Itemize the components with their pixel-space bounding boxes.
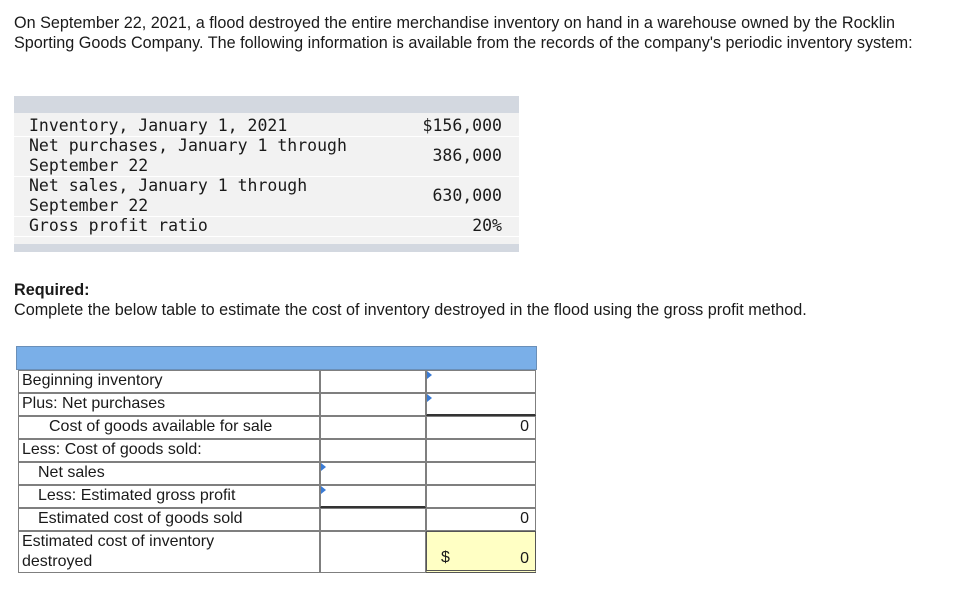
estimated-cogs-cell [426,508,536,531]
answer-mid-cell [320,393,426,416]
info-label: Net sales, January 1 through September 22 [29,176,308,215]
cost-of-goods-available-cell [426,416,536,439]
required-heading: Required: [14,281,90,299]
beginning-inventory-input[interactable] [427,371,535,392]
answer-label-estimated-gross-profit: Less: Estimated gross profit [18,485,320,508]
dropdown-marker-icon [321,486,326,494]
given-info-table [14,96,519,252]
answer-mid-cell [320,416,426,439]
cost-of-goods-available-value: 0 [520,418,529,435]
estimated-gross-profit-input-cell[interactable] [320,485,426,508]
required-text: Complete the below table to estimate the cost of inventory destroyed in the flood using the gross profit method. [14,300,807,319]
inventory-destroyed-value: 0 [520,550,529,567]
info-row-net-purchases [14,136,519,177]
net-purchases-input-cell[interactable] [426,393,536,416]
info-table-footer [14,244,519,252]
answer-label-net-purchases: Plus: Net purchases [18,393,320,416]
info-value: 20% [472,216,502,235]
answer-table-header [16,346,537,370]
info-row-net-sales [14,176,519,217]
estimated-cogs-value: 0 [520,510,529,527]
dropdown-marker-icon [427,394,432,402]
dropdown-marker-icon [321,463,326,471]
currency-symbol: $ [441,549,450,566]
answer-right-cell [426,462,536,485]
info-value: $156,000 [422,116,502,135]
answer-mid-cell [320,439,426,462]
answer-label-inventory-destroyed: Estimated cost of inventory destroyed [18,531,320,573]
answer-table [16,346,537,574]
info-row-inventory [14,116,519,137]
info-value: 386,000 [432,146,502,165]
answer-label-net-sales: Net sales [18,462,320,485]
answer-label-cost-of-goods-available: Cost of goods available for sale [18,416,320,439]
info-value: 630,000 [432,186,502,205]
dropdown-marker-icon [427,371,432,379]
net-sales-input-cell[interactable] [320,462,426,485]
net-purchases-input[interactable] [427,394,535,414]
beginning-inventory-input-cell[interactable] [426,370,536,393]
estimated-gross-profit-input[interactable] [321,486,425,506]
answer-right-cell [426,485,536,508]
answer-mid-cell [320,508,426,531]
info-label: Net purchases, January 1 through September 22 [29,136,347,175]
answer-right-cell [426,439,536,462]
answer-label-beginning-inventory: Beginning inventory [18,370,320,393]
info-table-header [14,96,519,113]
answer-label-less-cogs: Less: Cost of goods sold: [18,439,320,462]
info-row-gross-profit-ratio [14,216,519,237]
info-label: Gross profit ratio [29,216,208,235]
answer-mid-cell [320,370,426,393]
required-section [14,281,807,320]
answer-mid-cell [320,531,426,573]
problem-intro: On September 22, 2021, a flood destroyed the entire merchandise inventory on hand in a warehouse owned by the Rocklin Sporting Goods Company. The following information is available from the records of the company's periodic inventory system: [14,14,913,52]
answer-label-estimated-cogs: Estimated cost of goods sold [18,508,320,531]
net-sales-input[interactable] [321,463,425,484]
inventory-destroyed-cell [426,531,536,573]
info-label: Inventory, January 1, 2021 [29,116,288,135]
